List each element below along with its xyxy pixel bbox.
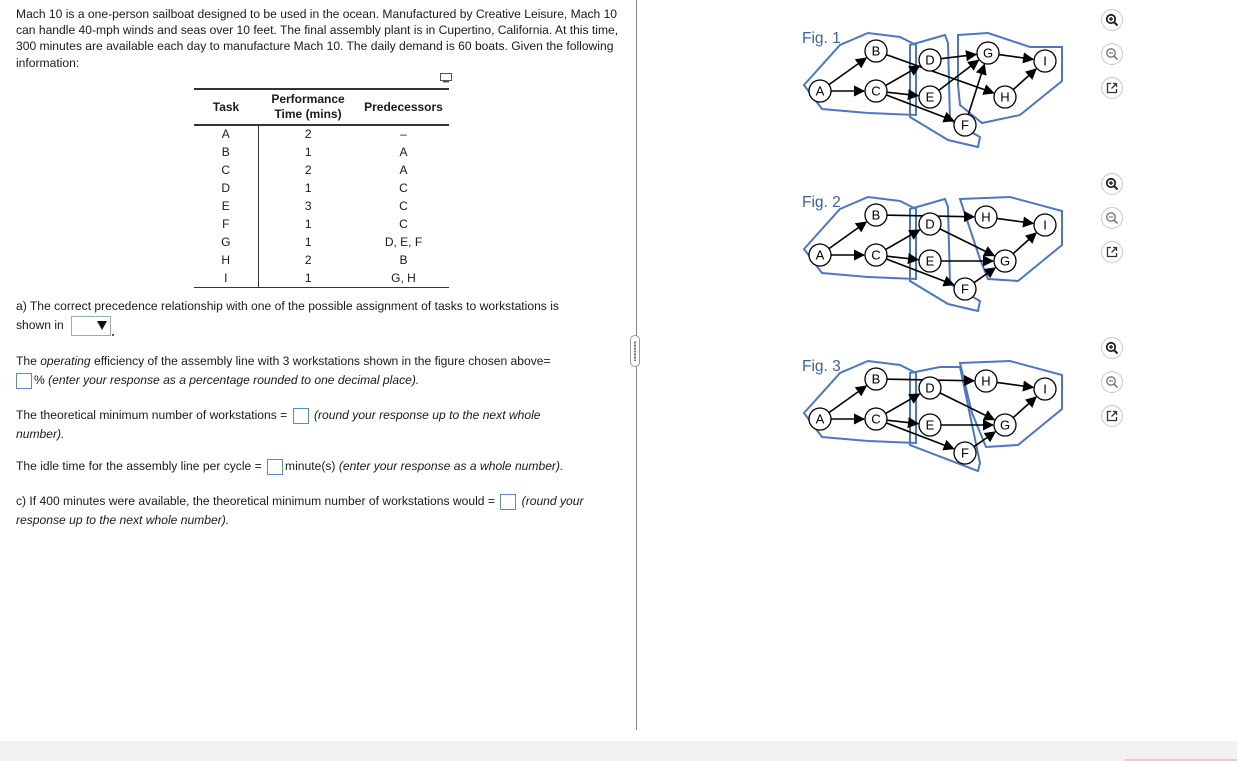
figure-1-label: Fig. 1	[802, 30, 841, 47]
task-node-label: A	[815, 247, 825, 263]
figure-2-zoom-in-button[interactable]	[1101, 173, 1123, 195]
precedence-arrow	[887, 92, 918, 95]
task-node-label: G	[982, 45, 994, 61]
predecessors-cell: C	[399, 199, 408, 213]
efficiency-text: efficiency of the assembly line with 3 workstations shown in the figure chosen above=	[90, 354, 551, 368]
task-node-label: H	[981, 209, 991, 225]
predecessors-cell: –	[400, 127, 407, 142]
predecessors-cell: B	[399, 252, 408, 267]
task-cell: G	[194, 233, 258, 251]
idle-time-unit: minute(s)	[285, 459, 339, 473]
predecessors-cell: A	[399, 145, 408, 160]
figure-3-zoom-out-button[interactable]	[1101, 371, 1123, 393]
efficiency-text-prefix: The	[16, 354, 41, 368]
task-node-label: A	[815, 411, 825, 427]
workstation-outline	[804, 33, 916, 115]
question-c-text: c) If 400 minutes were available, the theoretical minimum number of workstations would =	[16, 494, 499, 508]
question-min-workstations	[16, 406, 541, 445]
task-cell: H	[194, 251, 258, 269]
task-node-label: B	[871, 43, 881, 59]
min-workstations-input[interactable]	[293, 408, 309, 424]
figure-1-open-button[interactable]	[1101, 77, 1123, 99]
efficiency-hint: (enter your response as a percentage rounded to one decimal place).	[48, 373, 420, 388]
table-popout-icon[interactable]	[440, 73, 452, 83]
task-node-label: I	[1043, 381, 1047, 397]
task-node-label: A	[815, 83, 825, 99]
efficiency-unit: %	[34, 373, 49, 388]
predecessors-cell: A	[399, 163, 408, 178]
figure-3-open-button[interactable]	[1101, 405, 1123, 427]
figure-1-zoom-in-button[interactable]	[1101, 9, 1123, 31]
time-cell: 1	[304, 216, 312, 231]
question-idle-time	[16, 457, 563, 476]
task-node-label: I	[1043, 53, 1047, 69]
task-node-label: C	[871, 411, 881, 427]
precedence-arrow	[886, 230, 920, 250]
task-cell: A	[194, 125, 258, 144]
table-row	[194, 198, 449, 216]
task-node-label: G	[999, 253, 1011, 269]
min-workstations-hint-2: number).	[16, 427, 65, 442]
task-node-label: C	[871, 83, 881, 99]
task-node-label: G	[999, 417, 1011, 433]
task-cell: B	[194, 144, 258, 162]
task-cell: F	[194, 215, 258, 233]
precedence-arrow	[1013, 397, 1036, 418]
precedence-arrow	[829, 58, 866, 85]
table-row	[194, 251, 449, 269]
panel-resize-handle[interactable]	[630, 335, 640, 367]
task-cell: I	[194, 269, 258, 287]
time-cell: 2	[304, 163, 312, 178]
table-row	[194, 269, 449, 287]
idle-time-input[interactable]	[267, 459, 283, 475]
task-rows	[194, 125, 449, 288]
bottom-bar	[0, 741, 1237, 761]
task-node-label: I	[1043, 217, 1047, 233]
table-row	[194, 180, 449, 198]
precedence-arrow	[887, 420, 918, 423]
figure-2-zoom-out-button[interactable]	[1101, 207, 1123, 229]
task-node-label: B	[871, 371, 881, 387]
table-row	[194, 125, 449, 144]
idle-time-text: The idle time for the assembly line per cycle =	[16, 459, 266, 473]
precedence-arrow	[887, 256, 918, 259]
table-row	[194, 162, 449, 180]
efficiency-input[interactable]	[16, 373, 32, 389]
task-node-label: E	[925, 89, 935, 105]
min-workstations-hint: (round your response up to the next whole	[313, 408, 541, 422]
precedence-arrow	[886, 66, 920, 86]
precedence-arrow	[1013, 69, 1036, 90]
task-table	[194, 88, 449, 288]
task-node-label: E	[925, 253, 935, 269]
precedence-arrow	[999, 55, 1033, 60]
precedence-arrow	[829, 222, 866, 249]
table-row	[194, 215, 449, 233]
figure-1-zoom-out-button[interactable]	[1101, 43, 1123, 65]
task-node-label: B	[871, 207, 881, 223]
figure-2-open-button[interactable]	[1101, 241, 1123, 263]
task-node-label: E	[925, 417, 935, 433]
precedence-arrow	[1013, 233, 1036, 254]
precedence-arrow	[997, 382, 1033, 387]
time-cell: 1	[304, 234, 312, 249]
figure-3-zoom-in-button[interactable]	[1101, 337, 1123, 359]
task-cell: C	[194, 162, 258, 180]
table-row	[194, 233, 449, 251]
predecessors-header: Predecessors	[358, 89, 449, 125]
problem-intro: Mach 10 is a one-person sailboat designed to be used in the ocean. Manufactured by Creative Leisure, Mach 10 can handle 40-mph winds and seas over 10 feet. The final assembly plant is in Cupertino, California. At this time, 300 minutes are available each day to manufacture Mach 10. The daily demand is 60 boats. Given the following information:	[16, 7, 619, 70]
figure-3-diagram	[800, 353, 1070, 478]
precedence-arrow	[886, 394, 920, 414]
workstation-outline	[804, 361, 916, 443]
figure-3-label: Fig. 3	[802, 358, 841, 375]
time-header: Performance Time (mins)	[258, 89, 358, 125]
task-node-label: H	[1000, 89, 1010, 105]
table-row	[194, 144, 449, 162]
question-a-text: a) The correct precedence relationship with one of the possible assignment of tasks to workstations is	[16, 299, 559, 313]
task-node-label: F	[961, 281, 969, 297]
chevron-down-icon	[97, 321, 107, 330]
task-node-label: F	[961, 117, 969, 133]
question-c-input[interactable]	[500, 494, 516, 510]
figure-select-dropdown[interactable]	[71, 316, 111, 336]
workstation-outline	[804, 197, 916, 279]
task-node-label: D	[925, 52, 935, 68]
time-cell: 1	[304, 181, 312, 196]
task-node-label: F	[961, 445, 969, 461]
figure-1-diagram	[800, 25, 1070, 150]
idle-time-hint: (enter your response as a whole number).	[338, 459, 564, 473]
predecessors-cell: C	[399, 181, 408, 196]
workstation-outline	[958, 33, 1062, 123]
predecessors-cell: D, E, F	[384, 234, 423, 249]
task-node-label: H	[981, 373, 991, 389]
task-header: Task	[194, 89, 258, 125]
precedence-arrow	[829, 386, 866, 413]
time-cell: 2	[304, 252, 312, 267]
task-cell: D	[194, 180, 258, 198]
efficiency-text-italic: operating	[40, 354, 91, 368]
predecessors-cell: G, H	[358, 269, 449, 287]
question-a-text-2: shown in	[16, 318, 64, 333]
task-node-label: D	[925, 380, 935, 396]
question-c-hint-2: response up to the next whole number).	[16, 513, 230, 528]
question-c	[16, 492, 584, 531]
figure-2-diagram	[800, 189, 1070, 314]
question-efficiency	[16, 352, 551, 391]
time-cell: 1	[304, 145, 312, 160]
task-cell: E	[194, 198, 258, 216]
question-panel	[0, 0, 636, 730]
question-c-hint: (round your	[521, 494, 584, 508]
time-cell: 2	[304, 127, 312, 142]
min-workstations-text: The theoretical minimum number of workstations =	[16, 408, 291, 422]
figure-2-label: Fig. 2	[802, 194, 841, 211]
predecessors-cell: C	[399, 216, 408, 231]
time-cell: 1	[258, 269, 358, 287]
precedence-arrow	[997, 218, 1033, 223]
question-a	[16, 297, 559, 336]
task-node-label: C	[871, 247, 881, 263]
time-cell: 3	[304, 199, 312, 213]
task-node-label: D	[925, 216, 935, 232]
